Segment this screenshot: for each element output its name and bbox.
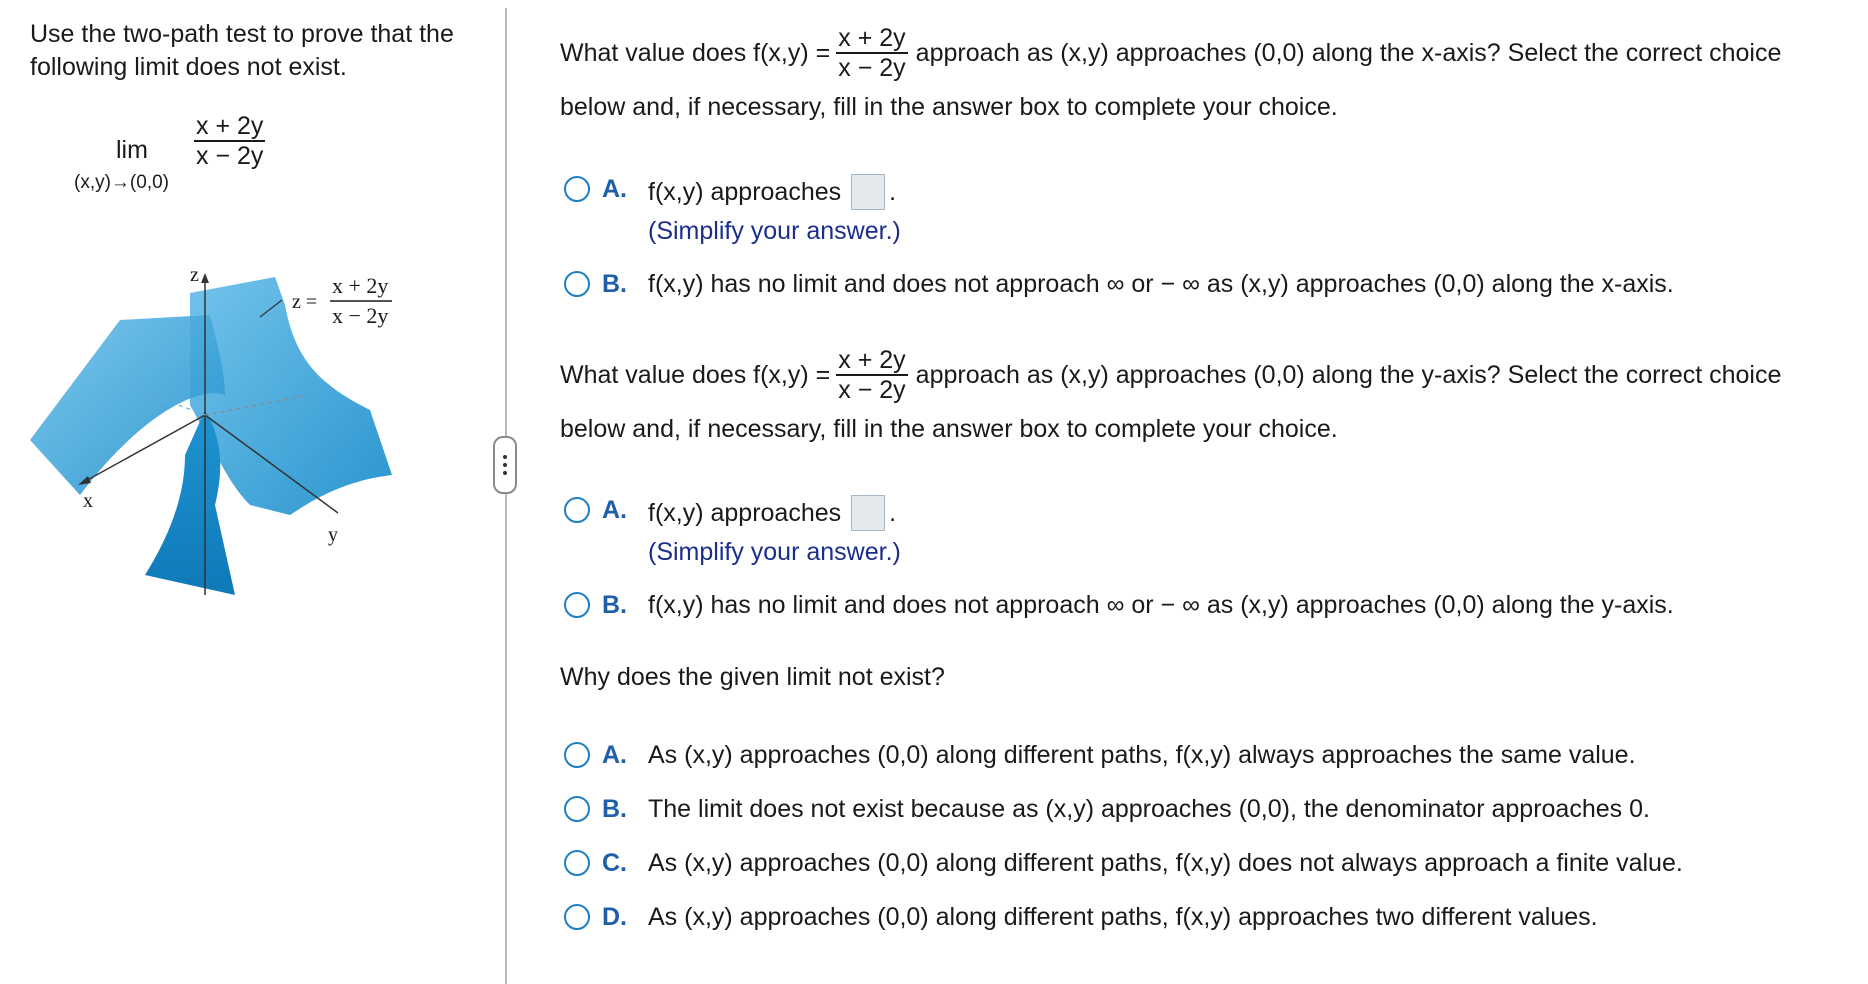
q2-letter-b: B. [602, 591, 627, 619]
axis-y-label: y [328, 524, 338, 546]
q1-denominator: x − 2y [838, 54, 906, 82]
q2-denominator: x − 2y [838, 376, 906, 404]
q2-radio-a[interactable] [564, 497, 590, 523]
q2-fraction [836, 346, 907, 404]
surface-graph [20, 265, 420, 635]
q3-radio-a[interactable] [564, 742, 590, 768]
question-x-axis [560, 24, 1781, 122]
q1-answer-input[interactable] [851, 174, 885, 210]
q3-prompt: Why does the given limit not exist? [560, 663, 945, 691]
limit-fraction [194, 112, 265, 170]
q1-option-a[interactable] [564, 174, 901, 246]
question-pane [560, 0, 1860, 984]
q2-radio-b[interactable] [564, 592, 590, 618]
lim-subscript: (x,y)→(0,0) [74, 172, 169, 193]
problem-instructions: Use the two-path test to prove that the following limit does not exist. [30, 20, 454, 81]
q3-option-c-text: As (x,y) approaches (0,0) along different paths, f(x,y) does not always approach a finite value. [648, 849, 1683, 877]
q2-letter-a: A. [602, 496, 627, 524]
q3-option-b-text: The limit does not exist because as (x,y) approaches (0,0), the denominator approaches 0. [648, 795, 1650, 823]
q1-suffix: approach as (x,y) approaches (0,0) along the x-axis? Select the correct choice [915, 39, 1782, 67]
q1-letter-b: B. [602, 270, 627, 298]
lim-word: lim [116, 136, 148, 164]
limit-denominator: x − 2y [196, 142, 264, 170]
q3-letter-d: D. [602, 903, 627, 931]
equation-numerator: x + 2y [332, 273, 389, 298]
axis-z-label: z [190, 265, 199, 286]
question-why [560, 662, 945, 692]
q3-radio-d[interactable] [564, 904, 590, 930]
q3-radio-c[interactable] [564, 850, 590, 876]
q1-radio-a[interactable] [564, 176, 590, 202]
z-axis-arrow [201, 273, 209, 283]
q2-hint: (Simplify your answer.) [648, 538, 901, 566]
q1-radio-b[interactable] [564, 271, 590, 297]
problem-pane [0, 0, 505, 984]
q1-option-b-text: f(x,y) has no limit and does not approach ∞ or − ∞ as (x,y) approaches (0,0) along the x-axis. [648, 270, 1674, 298]
q3-letter-a: A. [602, 741, 627, 769]
limit-expression [74, 108, 304, 198]
q1-option-a-text: f(x,y) approaches [648, 178, 842, 206]
q3-option-d-text: As (x,y) approaches (0,0) along different paths, f(x,y) approaches two different values. [648, 903, 1598, 931]
q3-option-a-text: As (x,y) approaches (0,0) along different paths, f(x,y) always approaches the same value. [648, 741, 1636, 769]
pane-resize-handle[interactable] [493, 436, 517, 494]
q2-numerator: x + 2y [838, 346, 906, 374]
q1-option-a-period: . [889, 178, 897, 206]
q1-line2: below and, if necessary, fill in the answer box to complete your choice. [560, 93, 1338, 121]
q3-radio-b[interactable] [564, 796, 590, 822]
q3-option-a[interactable] [564, 740, 1636, 770]
q3-option-b[interactable] [564, 794, 1650, 824]
q2-prefix: What value does f(x,y) = [560, 361, 831, 389]
q2-line2: below and, if necessary, fill in the answer box to complete your choice. [560, 415, 1338, 443]
equation-lhs: z = [292, 291, 318, 313]
axis-x-label: x [83, 490, 93, 512]
q3-option-c[interactable] [564, 848, 1683, 878]
equation-denominator: x − 2y [332, 303, 389, 328]
q3-option-d[interactable] [564, 902, 1598, 932]
q2-option-b-text: f(x,y) has no limit and does not approach ∞ or − ∞ as (x,y) approaches (0,0) along the y-axis. [648, 591, 1674, 619]
limit-numerator: x + 2y [196, 112, 264, 140]
q3-letter-c: C. [602, 849, 627, 877]
question-y-axis [560, 346, 1781, 444]
q2-option-a-period: . [889, 499, 897, 527]
q1-prefix: What value does f(x,y) = [560, 39, 831, 67]
q1-letter-a: A. [602, 175, 627, 203]
q2-suffix: approach as (x,y) approaches (0,0) along the y-axis? Select the correct choice [915, 361, 1782, 389]
q2-option-a[interactable] [564, 495, 901, 567]
q1-fraction [836, 24, 907, 82]
q1-hint: (Simplify your answer.) [648, 217, 901, 245]
q2-option-a-text: f(x,y) approaches [648, 499, 842, 527]
q3-letter-b: B. [602, 795, 627, 823]
q1-numerator: x + 2y [838, 24, 906, 52]
q2-answer-input[interactable] [851, 495, 885, 531]
q1-option-b[interactable] [564, 269, 1674, 299]
pane-divider [505, 8, 507, 984]
q2-option-b[interactable] [564, 590, 1674, 620]
